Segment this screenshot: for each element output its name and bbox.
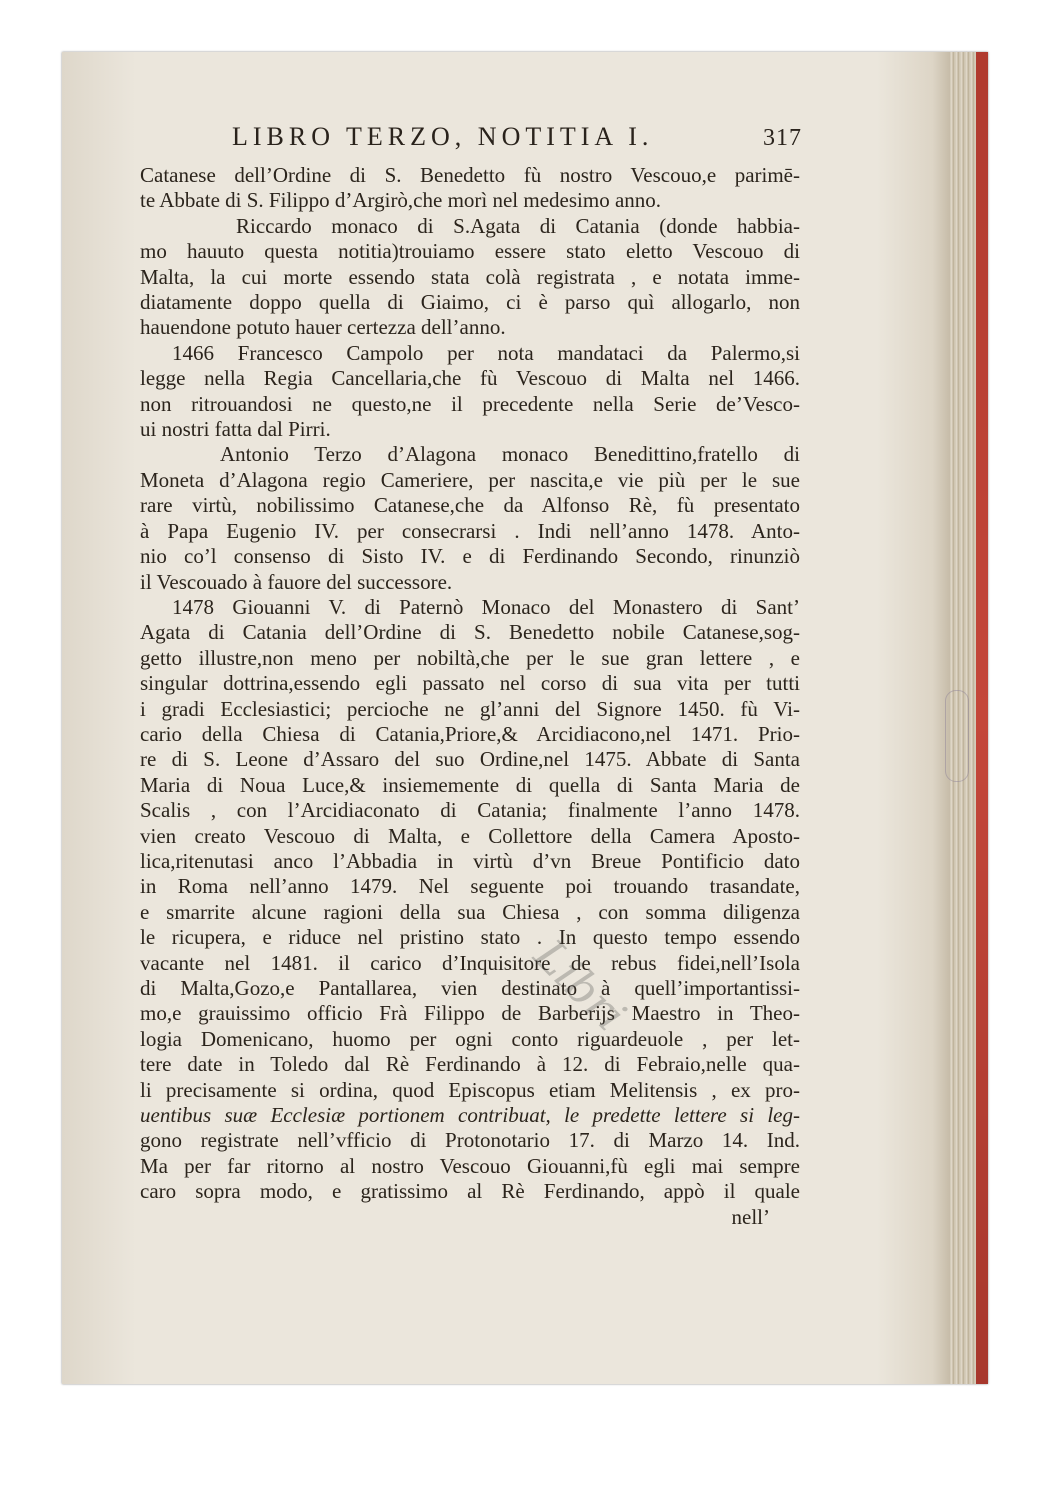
text-line: Ma per far ritorno al nostro Vescouo Giouanni,fù egli mai sempre	[140, 1153, 800, 1178]
text-line: te Abbate di S. Filippo d’Argirò,che morì nel medesimo anno.	[140, 188, 662, 213]
text-line: 1478 Giouanni V. di Paternò Monaco del Monastero di Sant’	[172, 594, 800, 619]
text-line: rare virtù, nobilissimo Catanese,che da Alfonso Rè, fù presentato	[140, 493, 800, 518]
text-line: diatamente doppo quella di Giaimo, ci è parso quì allogarlo, non	[140, 290, 800, 315]
watermark: Libri	[523, 930, 636, 1042]
text-line: Moneta d’Alagona regio Cameriere, per nascita,e vie più per le sue	[140, 467, 800, 492]
text-line: il Vescouado à fauore del successore.	[140, 569, 453, 594]
text-line: in Roma nell’anno 1479. Nel seguente poi trouando trasandate,	[140, 874, 800, 899]
text-line: nio co’l consenso di Sisto IV. e di Ferdinando Secondo, rinunziò	[140, 544, 800, 569]
running-title: LIBRO TERZO, NOTITIA I.	[232, 122, 654, 151]
text-line: vacante nel 1481. il carico d’Inquisitore de rebus fidei,nell’Isola	[140, 950, 800, 975]
text-line: mo hauuto questa notitia)trouiamo essere stato eletto Vescouo di	[140, 239, 800, 264]
text-line: tere date in Toledo dal Rè Ferdinando à 12. di Febraio,nelle qua-	[140, 1052, 800, 1077]
text-line: à Papa Eugenio IV. per consecrarsi . Indi nell’anno 1478. Anto-	[140, 518, 800, 543]
text-line: cario della Chiesa di Catania,Priore,& Arcidiacono,nel 1471. Prio-	[140, 721, 800, 746]
text-line: Antonio Terzo d’Alagona monaco Benedittino,fratello di	[220, 442, 800, 467]
text-line: Malta, la cui morte essendo stata colà registrata , e notata imme-	[140, 264, 800, 289]
text-line: Riccardo monaco di S.Agata di Catania (donde habbia-	[236, 213, 800, 238]
text-line: di Malta,Gozo,e Pantallarea, vien destinato à quell’importantissi-	[140, 976, 800, 1000]
text-line: Maria di Noua Luce,& insiememente di quella di Santa Maria de	[140, 772, 800, 797]
running-head	[232, 122, 802, 158]
text-line: ui nostri fatta dal Pirri.	[140, 417, 331, 442]
library-stamp	[945, 690, 969, 782]
text-line: Agata di Catania dell’Ordine di S. Benedetto nobile Catanese,sog-	[140, 620, 800, 645]
text-line: singular dottrina,essendo egli passato nel corso di sua vita per tutti	[140, 671, 800, 696]
catchword: nell’	[731, 1204, 770, 1229]
text-line: caro sopra modo, e gratissimo al Rè Ferdinando, appò il quale	[140, 1179, 800, 1204]
text-line: vien creato Vescouo di Malta, e Collettore della Camera Aposto-	[140, 823, 800, 848]
text-line: logia Domenicano, huomo per ogni conto riguardeuole , per let-	[140, 1026, 800, 1051]
red-page-edge	[976, 52, 988, 1384]
text-line: Catanese dell’Ordine di S. Benedetto fù nostro Vescouo,e parimē-	[140, 163, 800, 187]
text-line: hauendone potuto hauer certezza dell’anno.	[140, 315, 506, 340]
text-line: lica,ritenutasi anco l’Abbadia in virtù d’vn Breue Pontificio dato	[140, 848, 800, 873]
text-line: i gradi Ecclesiastici; percioche ne gl’anni del Signore 1450. fù Vi-	[140, 696, 800, 721]
text-line: mo,e grauissimo officio Frà Filippo de Barberijs Maestro in Theo-	[140, 1001, 800, 1026]
text-line: le ricupera, e riduce nel pristino stato . In questo tempo essendo	[140, 925, 800, 950]
text-line: gono registrate nell’vfficio di Protonotario 17. di Marzo 14. Ind.	[140, 1128, 800, 1153]
text-line: getto illustre,non meno per nobiltà,che per le sue gran lettere , e	[140, 645, 800, 670]
text-line: non ritrouandosi ne questo,ne il precedente nella Serie de’Vesco-	[140, 391, 800, 416]
text-line: e smarrite alcune ragioni della sua Chiesa , con somma diligenza	[140, 899, 800, 924]
text-line: re di S. Leone d’Assaro del suo Ordine,nel 1475. Abbate di Santa	[140, 747, 800, 772]
text-line: legge nella Regia Cancellaria,che fù Vescouo di Malta nel 1466.	[140, 366, 800, 391]
text-line: li precisamente si ordina, quod Episcopus etiam Melitensis , ex pro-	[140, 1077, 800, 1102]
text-line: uentibus suæ Ecclesiæ portionem contribuat, le predette lettere si leg-	[140, 1103, 800, 1128]
body-text	[140, 163, 800, 1230]
text-line: Scalis , con l’Arcidiaconato di Catania; finalmente l’anno 1478.	[140, 798, 800, 823]
text-line: 1466 Francesco Campolo per nota mandataci da Palermo,si	[172, 340, 800, 365]
page-number: 317	[763, 125, 802, 151]
